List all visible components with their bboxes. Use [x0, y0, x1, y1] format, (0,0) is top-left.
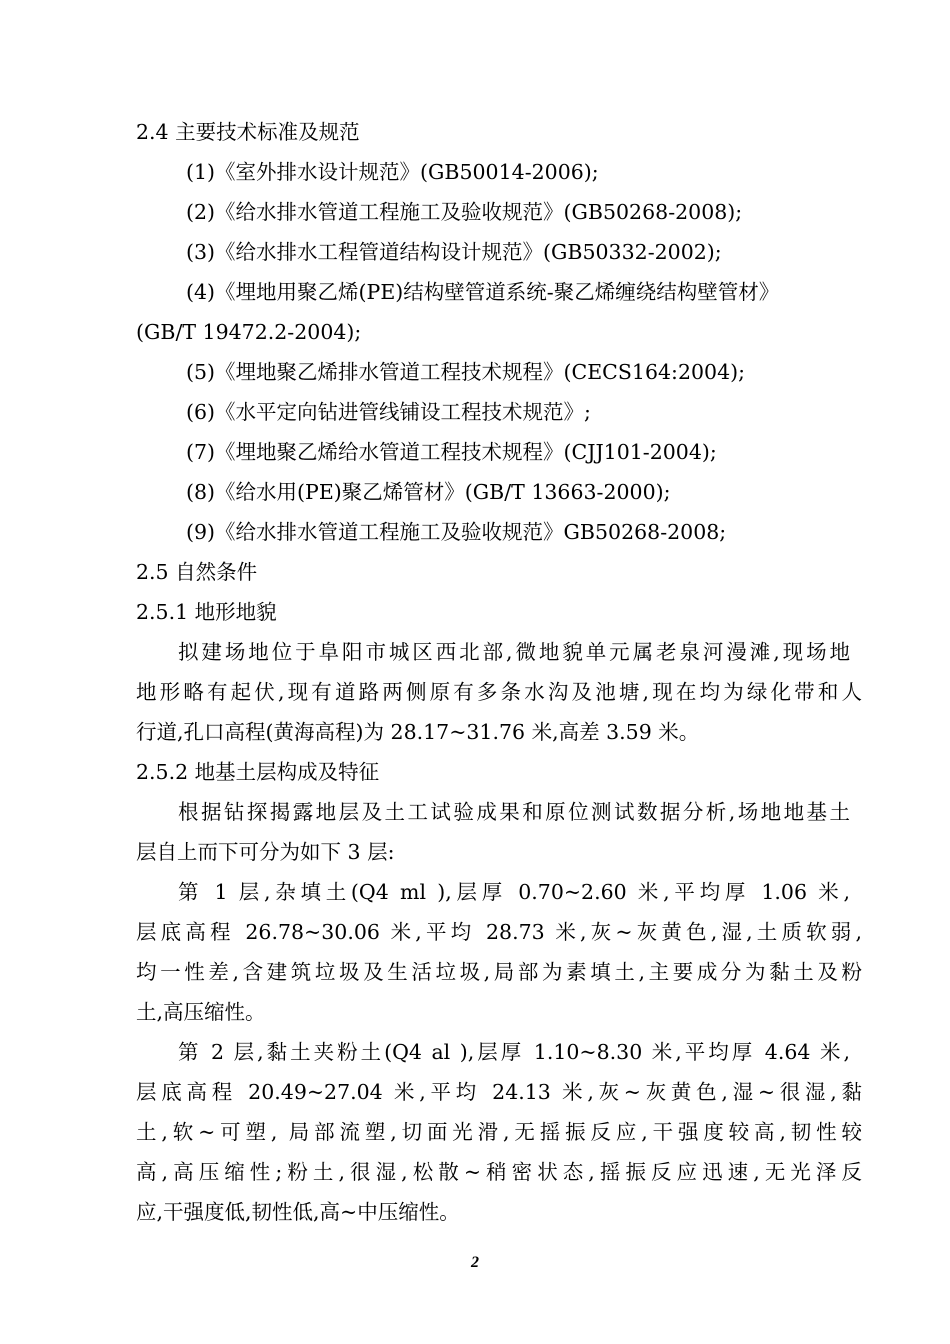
standard-item-4-cont: (GB/T 19472.2-2004); — [136, 320, 362, 344]
layer1-paragraph-line: 第 1 层,杂填土(Q4 ml ),层厚 0.70~2.60 米,平均厚 1.06 米, — [178, 880, 850, 904]
page-number: 2 — [471, 1254, 479, 1271]
terrain-paragraph-line: 地形略有起伏,现有道路两侧原有多条水沟及池塘,现在均为绿化带和人 — [136, 680, 862, 704]
terrain-paragraph-line: 行道,孔口高程(黄海高程)为 28.17~31.76 米,高差 3.59 米。 — [136, 720, 700, 744]
standard-item-6: (6)《水平定向钻进管线铺设工程技术规范》; — [186, 400, 591, 424]
terrain-paragraph-line: 拟建场地位于阜阳市城区西北部,微地貌单元属老泉河漫滩,现场地 — [178, 640, 850, 664]
section-heading-2-5-2: 2.5.2 地基土层构成及特征 — [136, 760, 380, 784]
section-heading-2-5: 2.5 自然条件 — [136, 560, 258, 584]
standard-item-7: (7)《埋地聚乙烯给水管道工程技术规程》(CJJ101-2004); — [186, 440, 717, 464]
layer2-paragraph-line: 第 2 层,黏土夹粉土(Q4 al ),层厚 1.10~8.30 米,平均厚 4.64 米, — [178, 1040, 850, 1064]
standard-item-8: (8)《给水用(PE)聚乙烯管材》(GB/T 13663-2000); — [186, 480, 671, 504]
soil-intro-line: 根据钻探揭露地层及土工试验成果和原位测试数据分析,场地地基土 — [178, 800, 850, 824]
section-heading-2-4: 2.4 主要技术标准及规范 — [136, 120, 360, 144]
section-heading-2-5-1: 2.5.1 地形地貌 — [136, 600, 277, 624]
layer1-paragraph-line: 土,高压缩性。 — [136, 1000, 266, 1024]
standard-item-9: (9)《给水排水管道工程施工及验收规范》GB50268-2008; — [186, 520, 727, 544]
layer2-paragraph-line: 土,软~可塑, 局部流塑,切面光滑,无摇振反应,干强度较高,韧性较 — [136, 1120, 862, 1144]
layer2-paragraph-line: 层底高程 20.49~27.04 米,平均 24.13 米,灰~灰黄色,湿~很湿,黏 — [136, 1080, 862, 1104]
layer1-paragraph-line: 层底高程 26.78~30.06 米,平均 28.73 米,灰~灰黄色,湿,土质软弱, — [136, 920, 862, 944]
standard-item-5: (5)《埋地聚乙烯排水管道工程技术规程》(CECS164:2004); — [186, 360, 746, 384]
standard-item-3: (3)《给水排水工程管道结构设计规范》(GB50332-2002); — [186, 240, 722, 264]
layer2-paragraph-line: 高,高压缩性;粉土,很湿,松散~稍密状态,摇振反应迅速,无光泽反 — [136, 1160, 862, 1184]
layer1-paragraph-line: 均一性差,含建筑垃圾及生活垃圾,局部为素填土,主要成分为黏土及粉 — [136, 960, 862, 984]
standard-item-4: (4)《埋地用聚乙烯(PE)结构壁管道系统-聚乙烯缠绕结构壁管材》 — [186, 280, 780, 304]
standard-item-1: (1)《室外排水设计规范》(GB50014-2006); — [186, 160, 599, 184]
layer2-paragraph-line: 应,干强度低,韧性低,高~中压缩性。 — [136, 1200, 460, 1224]
standard-item-2: (2)《给水排水管道工程施工及验收规范》(GB50268-2008); — [186, 200, 743, 224]
soil-intro-line: 层自上而下可分为如下 3 层: — [136, 840, 395, 864]
